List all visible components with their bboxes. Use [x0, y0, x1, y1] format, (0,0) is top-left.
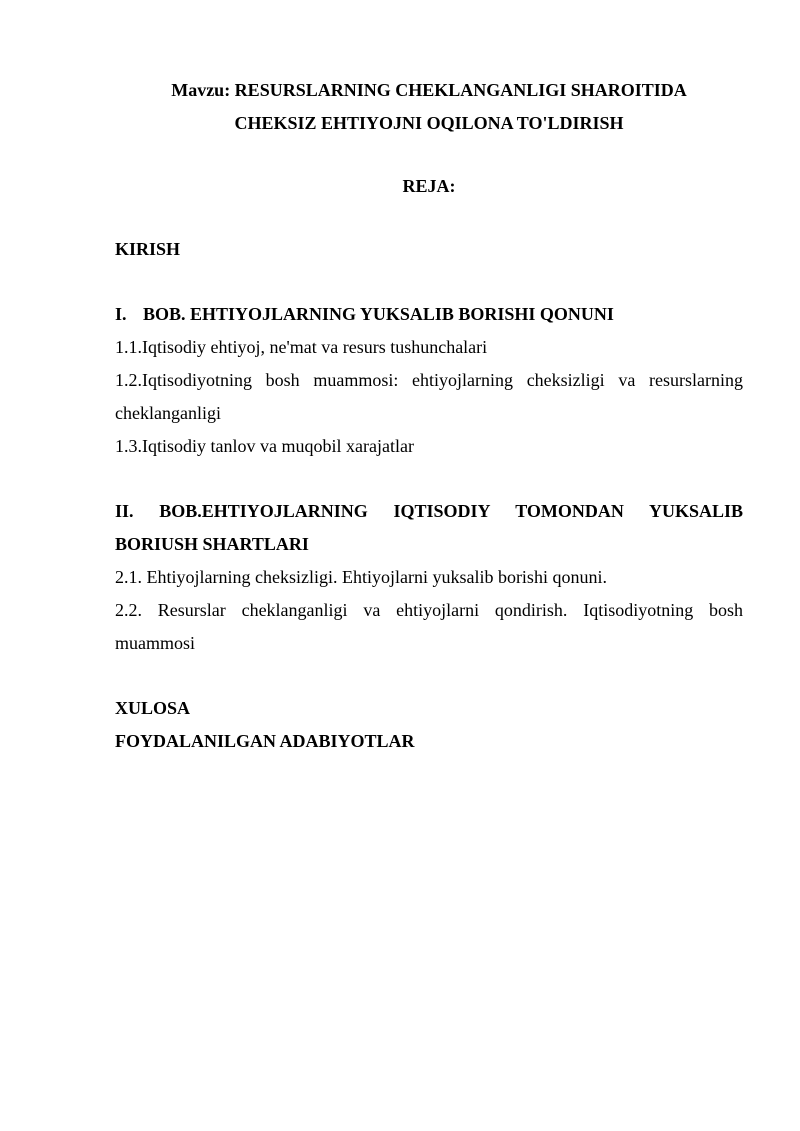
- document-title: [115, 74, 743, 140]
- title-line-2: CHEKSIZ EHTIYOJNI OQILONA TO'LDIRISH: [234, 113, 624, 133]
- chapter-2-heading: II. BOB.EHTIYOJLARNING IQTISODIY TOMONDAN YUKSALIB BORIUSH SHARTLARI: [115, 501, 743, 554]
- chapter-1-number: I.: [115, 304, 127, 324]
- chapter-2-item-2: 2.2. Resurslar cheklanganligi va ehtiyojlarni qondirish. Iqtisodiyotning bosh muammosi: [115, 600, 743, 653]
- plan-heading: REJA:: [402, 176, 456, 196]
- chapter-1-item-2: 1.2.Iqtisodiyotning bosh muammosi: ehtiyojlarning cheksizligi va resurslarning cheklanganligi: [115, 370, 743, 423]
- conclusion-heading: XULOSA: [115, 698, 191, 718]
- chapter-2-item-1: 2.1. Ehtiyojlarning cheksizligi. Ehtiyojlarni yuksalib borishi qonuni.: [115, 567, 607, 587]
- chapter-1-title: BOB. EHTIYOJLARNING YUKSALIB BORISHI QONUNI: [143, 304, 614, 324]
- references-heading: FOYDALANILGAN ADABIYOTLAR: [115, 731, 415, 751]
- chapter-1-heading: [115, 298, 743, 331]
- chapter-1-item-3: 1.3.Iqtisodiy tanlov va muqobil xarajatlar: [115, 436, 414, 456]
- intro-heading: KIRISH: [115, 239, 181, 259]
- title-line-1: Mavzu: RESURSLARNING CHEKLANGANLIGI SHAROITIDA: [171, 80, 687, 100]
- chapter-1-item-1: 1.1.Iqtisodiy ehtiyoj, ne'mat va resurs tushunchalari: [115, 337, 488, 357]
